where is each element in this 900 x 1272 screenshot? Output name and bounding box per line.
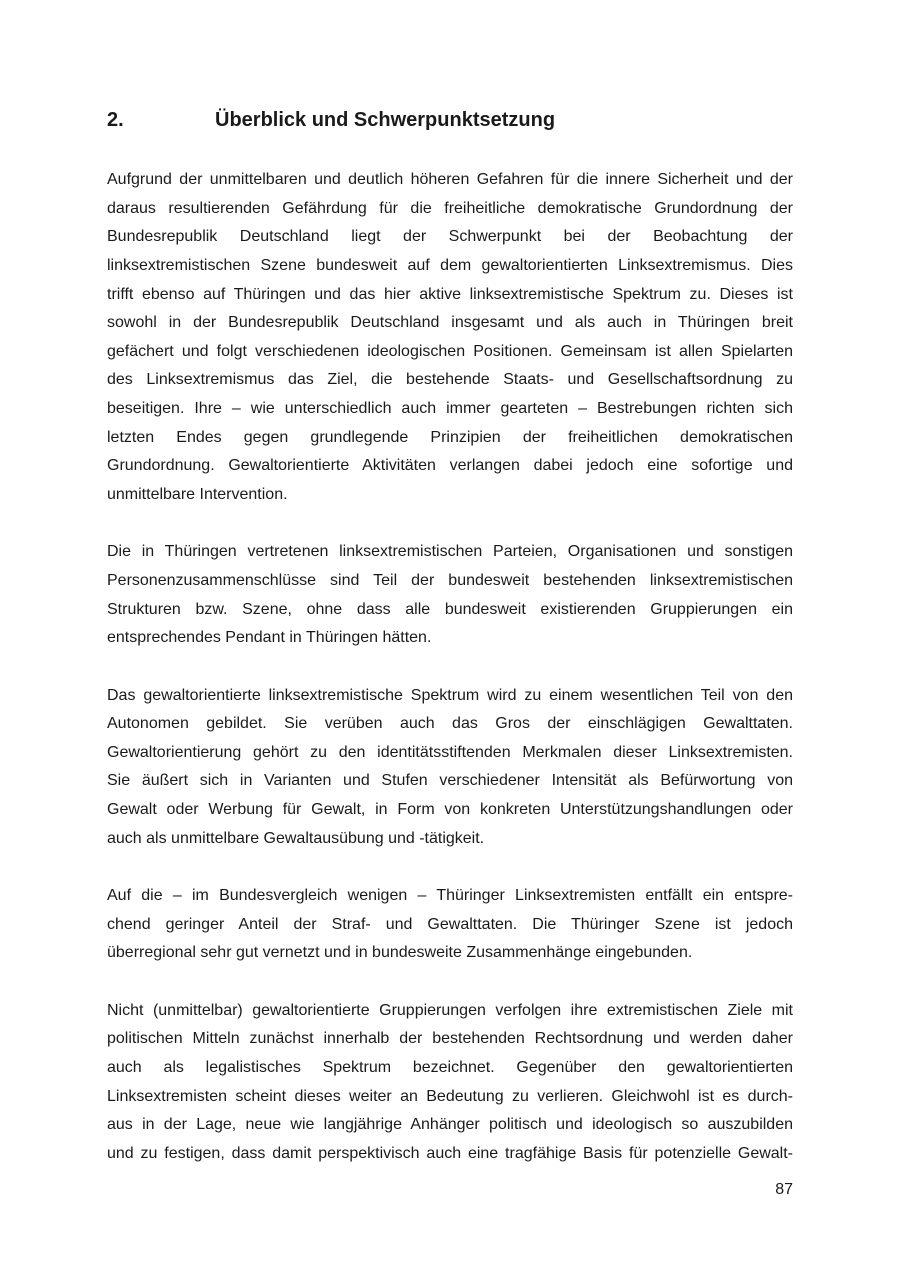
section-heading (107, 106, 793, 134)
page-number: 87 (775, 1181, 793, 1198)
paragraph (107, 682, 793, 854)
paragraph (107, 997, 793, 1169)
paragraph (107, 166, 793, 510)
text-line: politischen Mitteln zunächst innerhalb der bestehenden Rechtsordnung und werden daher (107, 1030, 793, 1048)
text-line: sowohl in der Bundesrepublik Deutschland insgesamt und als auch in Thüringen breit (107, 314, 793, 332)
text-line: entsprechendes Pendant in Thüringen hätten. (107, 629, 432, 647)
text-line: Nicht (unmittelbar) gewaltorientierte Gruppierungen verfolgen ihre extremistischen Ziele mit (107, 1001, 793, 1019)
text-line: daraus resultierenden Gefährdung für die freiheitliche demokratische Grundordnung der (107, 199, 793, 217)
text-line: beseitigen. Ihre – wie unterschiedlich auch immer gearteten – Bestrebungen richten sich (107, 400, 793, 418)
text-line: Gewalt oder Werbung für Gewalt, in Form von konkreten Unterstützungshandlungen oder (107, 801, 793, 819)
text-line: Die in Thüringen vertretenen linksextremistischen Parteien, Organisationen und sonstigen (107, 543, 793, 561)
text-line: gefächert und folgt verschiedenen ideologischen Positionen. Gemeinsam ist allen Spielarten (107, 342, 793, 360)
paragraph (107, 538, 793, 653)
text-line: des Linksextremismus das Ziel, die bestehende Staats- und Gesellschaftsordnung zu (107, 371, 793, 389)
text-line: Auf die – im Bundesvergleich wenigen – Thüringer Linksextremisten entfällt ein entspre- (107, 887, 793, 905)
text-line: chend geringer Anteil der Straf- und Gewalttaten. Die Thüringer Szene ist jedoch (107, 915, 793, 933)
text-line: Bundesrepublik Deutschland liegt der Schwerpunkt bei der Beobachtung der (107, 228, 793, 246)
text-line: aus in der Lage, neue wie langjährige Anhänger politisch und ideologisch so auszubilden (107, 1116, 793, 1134)
text-line: Grundordnung. Gewaltorientierte Aktivitäten verlangen dabei jedoch eine sofortige und (107, 457, 793, 475)
text-line: Das gewaltorientierte linksextremistische Spektrum wird zu einem wesentlichen Teil von den (107, 686, 793, 704)
text-line: unmittelbare Intervention. (107, 486, 288, 504)
text-line: Sie äußert sich in Varianten und Stufen verschiedener Intensität als Befürwortung von (107, 772, 793, 790)
text-line: trifft ebenso auf Thüringen und das hier aktive linksextremistische Spektrum zu. Dieses ist (107, 285, 793, 303)
body-text (107, 166, 793, 1197)
section-number: 2. (107, 109, 124, 131)
text-line: letzten Endes gegen grundlegende Prinzipien der freiheitlichen demokratischen (107, 428, 793, 446)
text-line: überregional sehr gut vernetzt und in bundesweite Zusammenhänge eingebunden. (107, 944, 693, 962)
paragraph (107, 882, 793, 968)
text-line: Personenzusammenschlüsse sind Teil der bundesweit bestehenden linksextremistischen (107, 571, 793, 589)
text-line: linksextremistischen Szene bundesweit auf dem gewaltorientierten Linksextremismus. Dies (107, 256, 793, 274)
text-line: Linksextremisten scheint dieses weiter an Bedeutung zu verlieren. Gleichwohl ist es durch- (107, 1087, 793, 1105)
text-line: Autonomen gebildet. Sie verüben auch das Gros der einschlägigen Gewalttaten. (107, 715, 793, 733)
text-line: Aufgrund der unmittelbaren und deutlich höheren Gefahren für die innere Sicherheit und der (107, 171, 793, 188)
text-line: auch als unmittelbare Gewaltausübung und -tätigkeit. (107, 829, 485, 847)
text-line: Gewaltorientierung gehört zu den identitätsstiftenden Merkmalen dieser Linksextremisten. (107, 743, 793, 761)
section-title: Überblick und Schwerpunktsetzung (215, 109, 556, 131)
text-line: und zu festigen, dass damit perspektivisch auch eine tragfähige Basis für potenzielle Gewalt- (107, 1144, 793, 1162)
text-line: auch als legalistisches Spektrum bezeichnet. Gegenüber den gewaltorientierten (107, 1058, 793, 1076)
text-line: Strukturen bzw. Szene, ohne dass alle bundesweit existierenden Gruppierungen ein (107, 600, 793, 618)
